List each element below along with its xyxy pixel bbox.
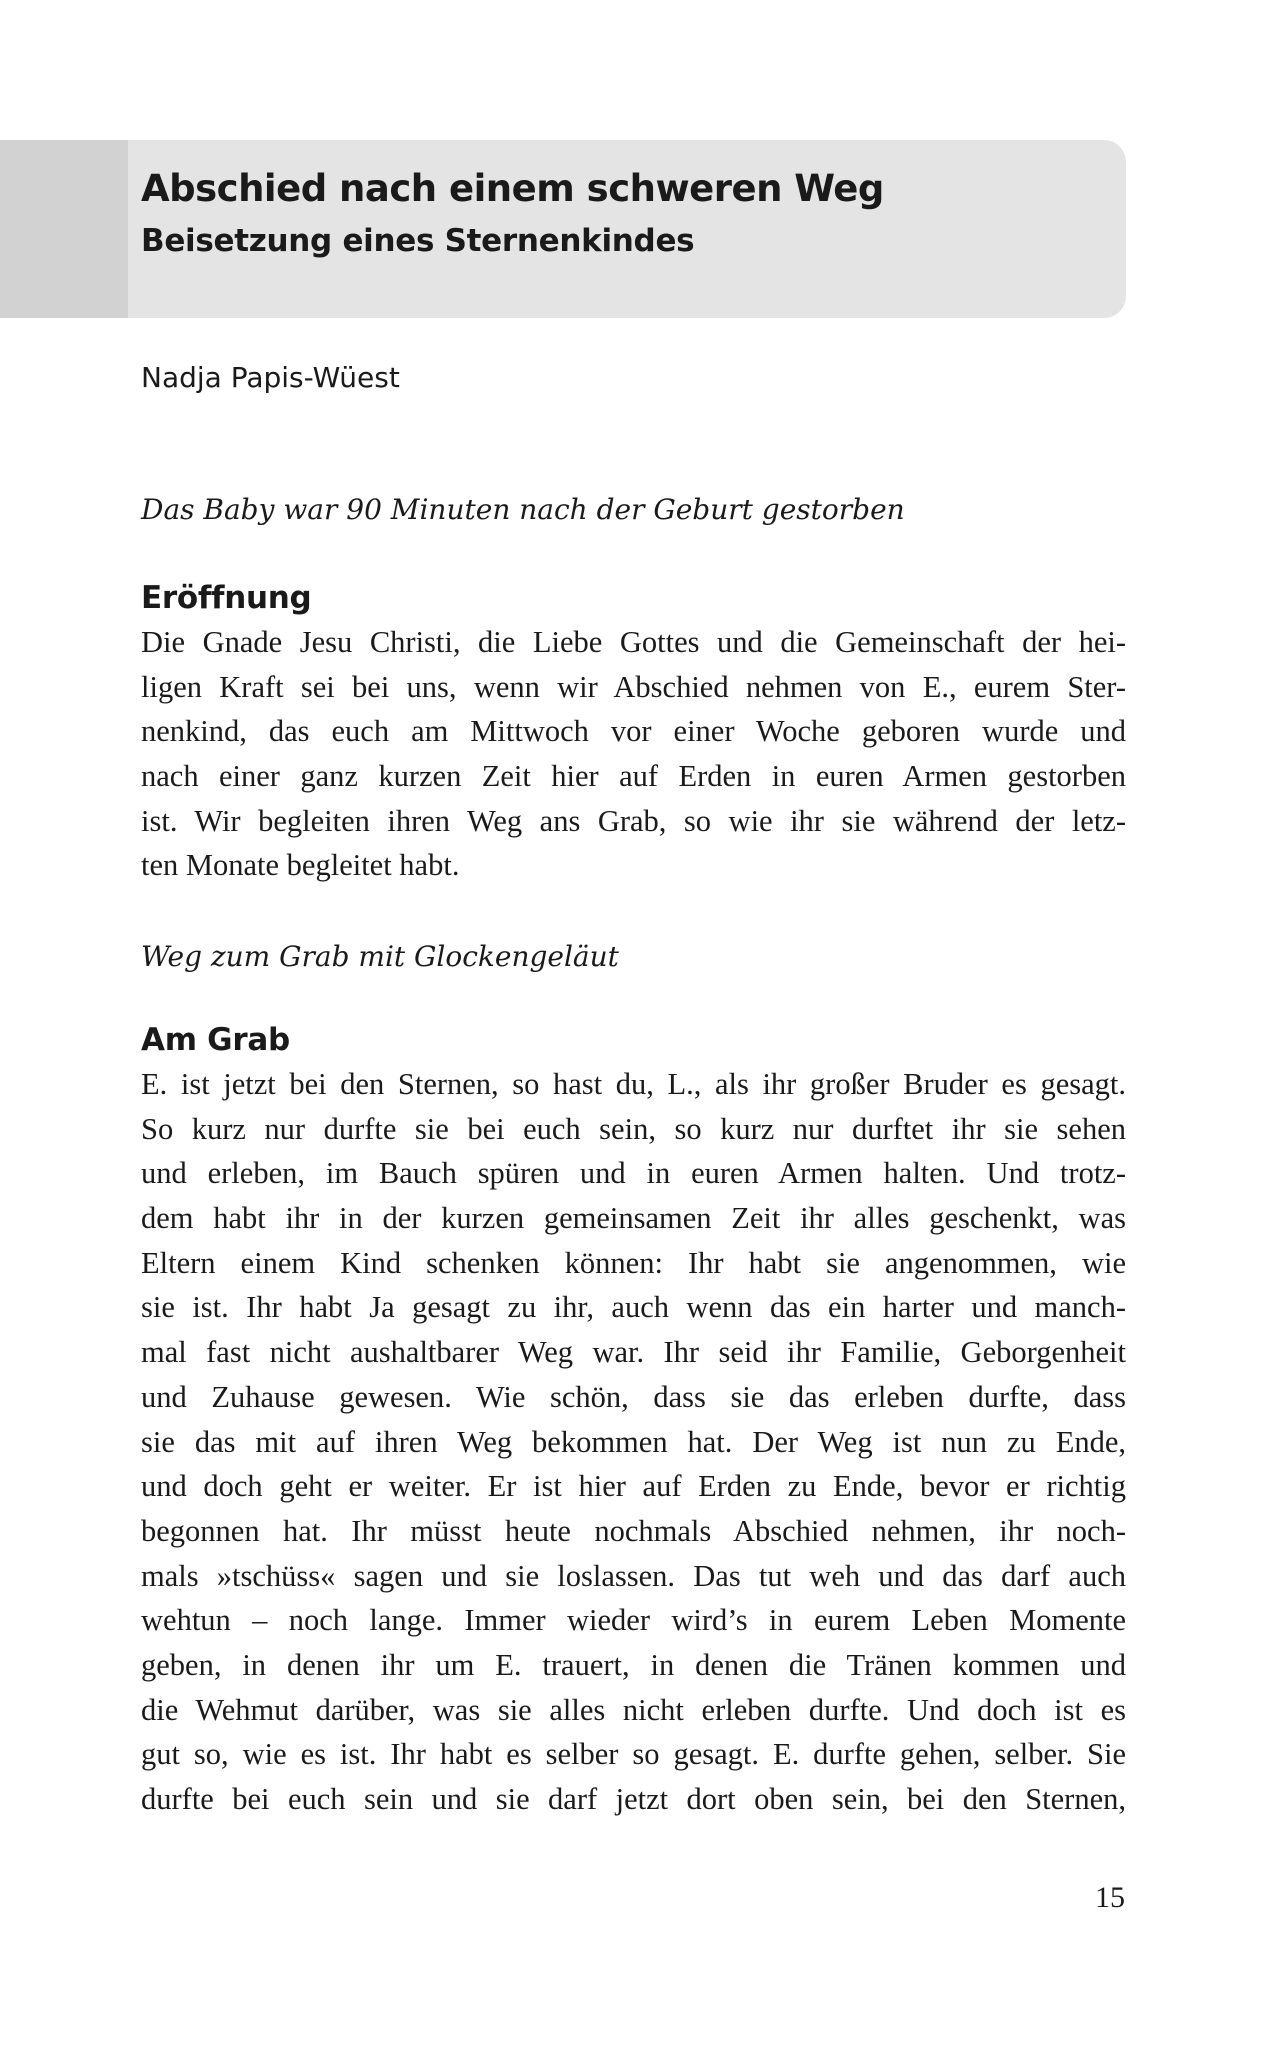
- text-line: nach einer ganz kurzen Zeit hier auf Erden in euren Armen gestorben: [141, 759, 1126, 794]
- chapter-title: Abschied nach einem schweren Weg: [141, 167, 884, 210]
- text-line: und doch geht er weiter. Er ist hier auf Erden zu Ende, bevor er richtig: [141, 1469, 1126, 1504]
- text-line: E. ist jetzt bei den Sternen, so hast du, L., als ihr großer Bruder es gesagt.: [141, 1067, 1126, 1101]
- text-line: sie das mit auf ihren Weg bekommen hat. Der Weg ist nun zu Ende,: [141, 1424, 1126, 1459]
- text-line: wehtun – noch lange. Immer wieder wird’s in eurem Leben Momente: [141, 1603, 1126, 1638]
- text-line: Eltern einem Kind schenken können: Ihr habt sie angenommen, wie: [141, 1245, 1126, 1280]
- section-heading-eroeffnung: Eröffnung: [141, 580, 312, 616]
- text-line: nenkind, das euch am Mittwoch vor einer Woche geboren wurde und: [141, 714, 1126, 749]
- text-line: mals »tschüss« sagen und sie loslassen. Das tut weh und das darf auch: [141, 1558, 1126, 1593]
- intro-note: Das Baby war 90 Minuten nach der Geburt gestorben: [141, 493, 905, 526]
- text-line: und erleben, im Bauch spüren und in euren Armen halten. Und trotz-: [141, 1156, 1126, 1191]
- text-line: geben, in denen ihr um E. trauert, in denen die Tränen kommen und: [141, 1647, 1126, 1682]
- text-line: durfte bei euch sein und sie darf jetzt dort oben sein, bei den Sternen,: [141, 1782, 1126, 1816]
- chapter-subtitle: Beisetzung eines Sternenkindes: [141, 223, 695, 259]
- text-line: Die Gnade Jesu Christi, die Liebe Gottes und die Gemeinschaft der hei-: [141, 625, 1126, 659]
- text-line: ten Monate begleitet habt.: [141, 848, 460, 883]
- section-heading-am-grab: Am Grab: [141, 1022, 290, 1058]
- text-line: ligen Kraft sei bei uns, wenn wir Abschied nehmen von E., eurem Ster-: [141, 669, 1126, 704]
- text-line: dem habt ihr in der kurzen gemeinsamen Zeit ihr alles geschenkt, was: [141, 1201, 1126, 1236]
- text-line: mal fast nicht aushaltbarer Weg war. Ihr seid ihr Familie, Geborgenheit: [141, 1335, 1126, 1370]
- stage-note: Weg zum Grab mit Glockengeläut: [141, 940, 619, 973]
- page-number: 15: [1095, 1881, 1125, 1914]
- text-line: gut so, wie es ist. Ihr habt es selber so gesagt. E. durfte gehen, selber. Sie: [141, 1737, 1126, 1772]
- text-line: begonnen hat. Ihr müsst heute nochmals Abschied nehmen, ihr noch-: [141, 1513, 1126, 1548]
- text-line: die Wehmut darüber, was sie alles nicht erleben durfte. Und doch ist es: [141, 1692, 1126, 1727]
- text-line: sie ist. Ihr habt Ja gesagt zu ihr, auch wenn das ein harter und manch-: [141, 1290, 1126, 1325]
- text-line: So kurz nur durfte sie bei euch sein, so kurz nur durftet ihr sie sehen: [141, 1111, 1126, 1146]
- author-name: Nadja Papis-Wüest: [141, 361, 400, 394]
- section-body-eroeffnung: [141, 620, 1126, 888]
- header-accent-tab: [0, 140, 128, 318]
- text-line: und Zuhause gewesen. Wie schön, dass sie das erleben durfte, dass: [141, 1379, 1126, 1414]
- text-line: ist. Wir begleiten ihren Weg ans Grab, so wie ihr sie während der letz-: [141, 803, 1126, 838]
- section-body-am-grab: [141, 1062, 1126, 1822]
